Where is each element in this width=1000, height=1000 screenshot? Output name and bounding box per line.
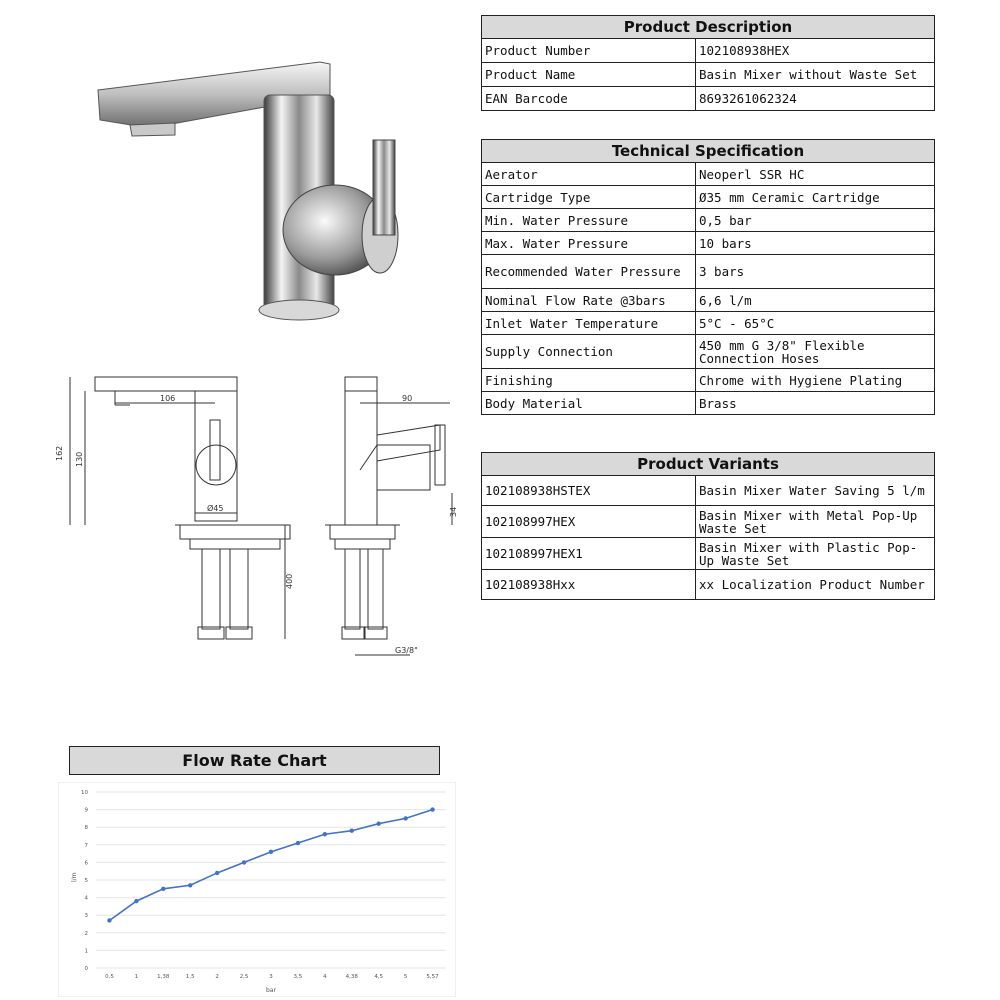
technical-specification-title: Technical Specification <box>482 140 935 163</box>
table-row: 102108938Hxx xx Localization Product Number <box>482 570 935 600</box>
dim-106: 106 <box>160 394 176 403</box>
data-point <box>188 883 192 887</box>
y-tick-label: 0 <box>84 966 88 972</box>
y-tick-label: 10 <box>81 790 88 796</box>
table-row: Supply Connection 450 mm G 3/8" Flexible Connection Hoses <box>482 335 935 369</box>
x-tick-label: 0,5 <box>105 974 114 980</box>
x-tick-label: 4,38 <box>345 974 358 980</box>
y-tick-label: 8 <box>84 825 88 832</box>
x-tick-label: 4 <box>323 974 327 980</box>
product-variants-title: Product Variants <box>482 453 935 476</box>
table-row: Product Number 102108938HEX <box>482 39 935 63</box>
x-tick-label: 1,5 <box>185 974 195 980</box>
x-tick-label: 1,38 <box>157 974 170 980</box>
chart-title: Flow Rate Chart <box>69 746 440 775</box>
data-point <box>161 887 165 891</box>
y-axis-label: l/m <box>71 872 78 882</box>
x-tick-label: 5,57 <box>426 974 439 980</box>
dim-34: 34 <box>449 506 458 517</box>
y-tick-label: 2 <box>84 930 88 937</box>
y-tick-label: 4 <box>84 895 88 902</box>
x-tick-label: 3 <box>269 974 273 980</box>
data-point <box>242 860 246 864</box>
y-tick-label: 5 <box>84 878 88 884</box>
table-row: Min. Water Pressure 0,5 bar <box>482 209 935 232</box>
data-point <box>215 871 219 875</box>
faucet-photo <box>90 50 440 330</box>
x-tick-label: 1 <box>134 974 139 980</box>
dim-g38: G3/8" <box>395 646 418 655</box>
data-point <box>403 816 407 820</box>
x-tick-label: 2,5 <box>239 974 249 980</box>
dim-45: Ø45 <box>207 504 224 513</box>
dim-130: 130 <box>75 451 84 467</box>
y-tick-label: 9 <box>84 807 88 814</box>
technical-specification-table <box>481 139 935 415</box>
table-row: Nominal Flow Rate @3bars 6,6 l/m <box>482 289 935 312</box>
x-tick-label: 2 <box>215 974 219 980</box>
table-row: Product Name Basin Mixer without Waste Set <box>482 63 935 87</box>
dim-162: 162 <box>55 445 64 461</box>
table-row: 102108997HEX1 Basin Mixer with Plastic Pop-Up Waste Set <box>482 538 935 570</box>
y-tick-label: 3 <box>84 913 88 920</box>
data-point <box>107 918 111 922</box>
data-point <box>269 850 273 854</box>
x-tick-label: 4,5 <box>374 974 384 980</box>
product-description-table <box>481 15 935 111</box>
table-row: EAN Barcode 8693261062324 <box>482 87 935 111</box>
data-point <box>430 807 434 811</box>
table-row: Recommended Water Pressure 3 bars <box>482 255 935 289</box>
table-row: 102108997HEX Basin Mixer with Metal Pop-Up Waste Set <box>482 506 935 538</box>
table-row: Max. Water Pressure 10 bars <box>482 232 935 255</box>
x-tick-label: 5 <box>403 974 408 980</box>
flow-rate-chart <box>58 782 456 997</box>
y-tick-label: 1 <box>84 948 88 955</box>
x-axis-label: bar <box>266 987 276 994</box>
x-tick-label: 3,5 <box>293 974 303 980</box>
data-point <box>134 899 138 903</box>
dim-90: 90 <box>402 394 413 403</box>
table-row: Inlet Water Temperature 5°C - 65°C <box>482 312 935 335</box>
product-variants-table <box>481 452 935 600</box>
product-description-title: Product Description <box>482 16 935 39</box>
table-row: Finishing Chrome with Hygiene Plating <box>482 369 935 392</box>
y-tick-label: 6 <box>84 860 88 867</box>
technical-drawing <box>50 365 470 665</box>
data-point <box>323 832 327 836</box>
table-row: Aerator Neoperl SSR HC <box>482 163 935 186</box>
table-row: Cartridge Type Ø35 mm Ceramic Cartridge <box>482 186 935 209</box>
data-point <box>350 829 354 833</box>
dim-400: 400 <box>285 573 294 589</box>
table-row: Body Material Brass <box>482 392 935 415</box>
data-point <box>296 841 300 845</box>
y-tick-label: 7 <box>84 842 88 849</box>
table-row: 102108938HSTEX Basin Mixer Water Saving 5 l/m <box>482 476 935 506</box>
data-point <box>376 821 380 825</box>
